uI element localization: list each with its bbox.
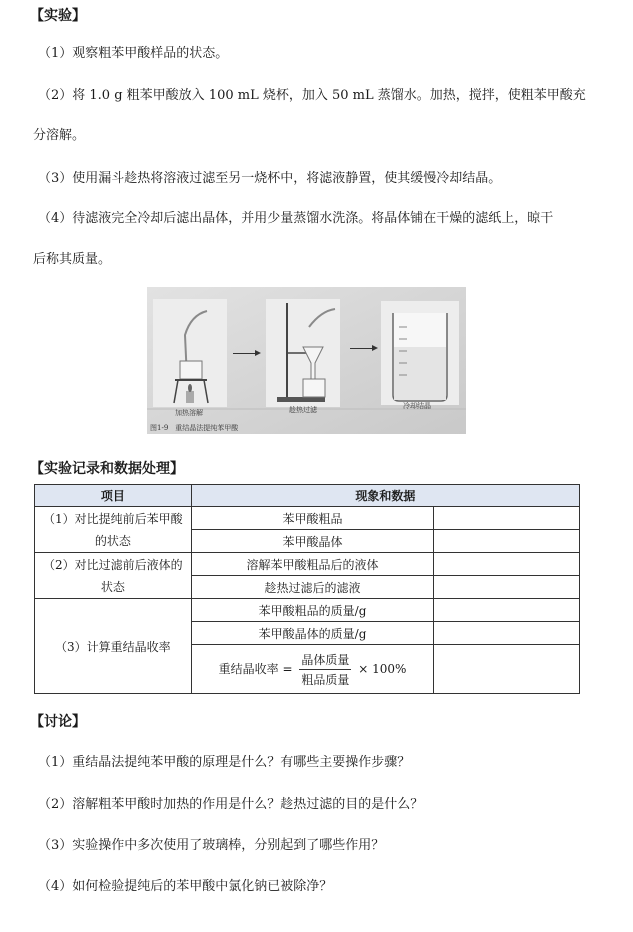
row-label: 苯甲酸晶体的质量/g — [191, 622, 434, 645]
question-3: （3）实验操作中多次使用了玻璃棒，分别起到了哪些作用？ — [38, 838, 385, 853]
value-cell[interactable] — [434, 645, 580, 694]
formula-fraction — [299, 651, 351, 688]
formula-lhs: 重结晶收率 = — [218, 661, 293, 676]
discussion-heading: 【讨论】 — [30, 714, 86, 730]
row-label: 苯甲酸粗品 — [191, 507, 434, 530]
experiment-heading: 【实验】 — [30, 8, 86, 24]
record-heading: 【实验记录和数据处理】 — [30, 461, 184, 477]
yield-formula — [191, 645, 434, 694]
arrow-right — [233, 353, 259, 354]
experiment-photo — [147, 287, 466, 434]
table-header-row — [35, 485, 580, 507]
row-label: 趁热过滤后的滤液 — [191, 576, 434, 599]
value-cell[interactable] — [434, 576, 580, 599]
arrow-right — [350, 348, 376, 349]
table-row — [35, 553, 580, 576]
value-cell[interactable] — [434, 530, 580, 553]
step-3: （3）使用漏斗趁热将溶液过滤至另一烧杯中，将滤液静置，使其缓慢冷却结晶。 — [38, 171, 502, 186]
record-table — [34, 484, 580, 694]
step-1: （1）观察粗苯甲酸样品的状态。 — [38, 46, 229, 61]
item-compare-state: （1）对比提纯前后苯甲酸的状态 — [35, 507, 192, 553]
label-filtering: 趁热过滤 — [289, 406, 317, 414]
question-1: （1）重结晶法提纯苯甲酸的原理是什么？有哪些主要操作步骤？ — [38, 755, 411, 770]
header-item: 项目 — [35, 485, 192, 507]
row-label: 溶解苯甲酸粗品后的液体 — [191, 553, 434, 576]
table-row — [35, 599, 580, 622]
figure-caption: 图1-9 重结晶法提纯苯甲酸 — [150, 424, 239, 432]
formula-numerator: 晶体质量 — [299, 651, 351, 670]
step-2: （2）将 1.0 g 粗苯甲酸放入 100 mL 烧杯，加入 50 mL 蒸馏水。加热，搅拌，使粗苯甲酸充 — [38, 88, 586, 103]
formula-denominator: 粗品质量 — [301, 672, 350, 687]
value-cell[interactable] — [434, 553, 580, 576]
item-compare-liquid: （2）对比过滤前后液体的状态 — [35, 553, 192, 599]
step-4-cont: 后称其质量。 — [33, 252, 112, 267]
step-4: （4）待滤液完全冷却后滤出晶体，并用少量蒸馏水洗涤。将晶体铺在干燥的滤纸上，晾干 — [38, 211, 554, 226]
row-label: 苯甲酸晶体 — [191, 530, 434, 553]
step-2-cont: 分溶解。 — [33, 128, 86, 143]
item-yield: （3）计算重结晶收率 — [35, 599, 192, 694]
question-4: （4）如何检验提纯后的苯甲酸中氯化钠已被除净？ — [38, 879, 333, 894]
label-cooling: 冷却结晶 — [403, 402, 431, 410]
header-observation: 现象和数据 — [191, 485, 579, 507]
table-row — [35, 507, 580, 530]
value-cell[interactable] — [434, 507, 580, 530]
question-2: （2）溶解粗苯甲酸时加热的作用是什么？趁热过滤的目的是什么？ — [38, 797, 424, 812]
label-heating: 加热溶解 — [175, 409, 203, 417]
value-cell[interactable] — [434, 622, 580, 645]
formula-rhs: × 100% — [358, 661, 407, 676]
value-cell[interactable] — [434, 599, 580, 622]
row-label: 苯甲酸粗品的质量/g — [191, 599, 434, 622]
